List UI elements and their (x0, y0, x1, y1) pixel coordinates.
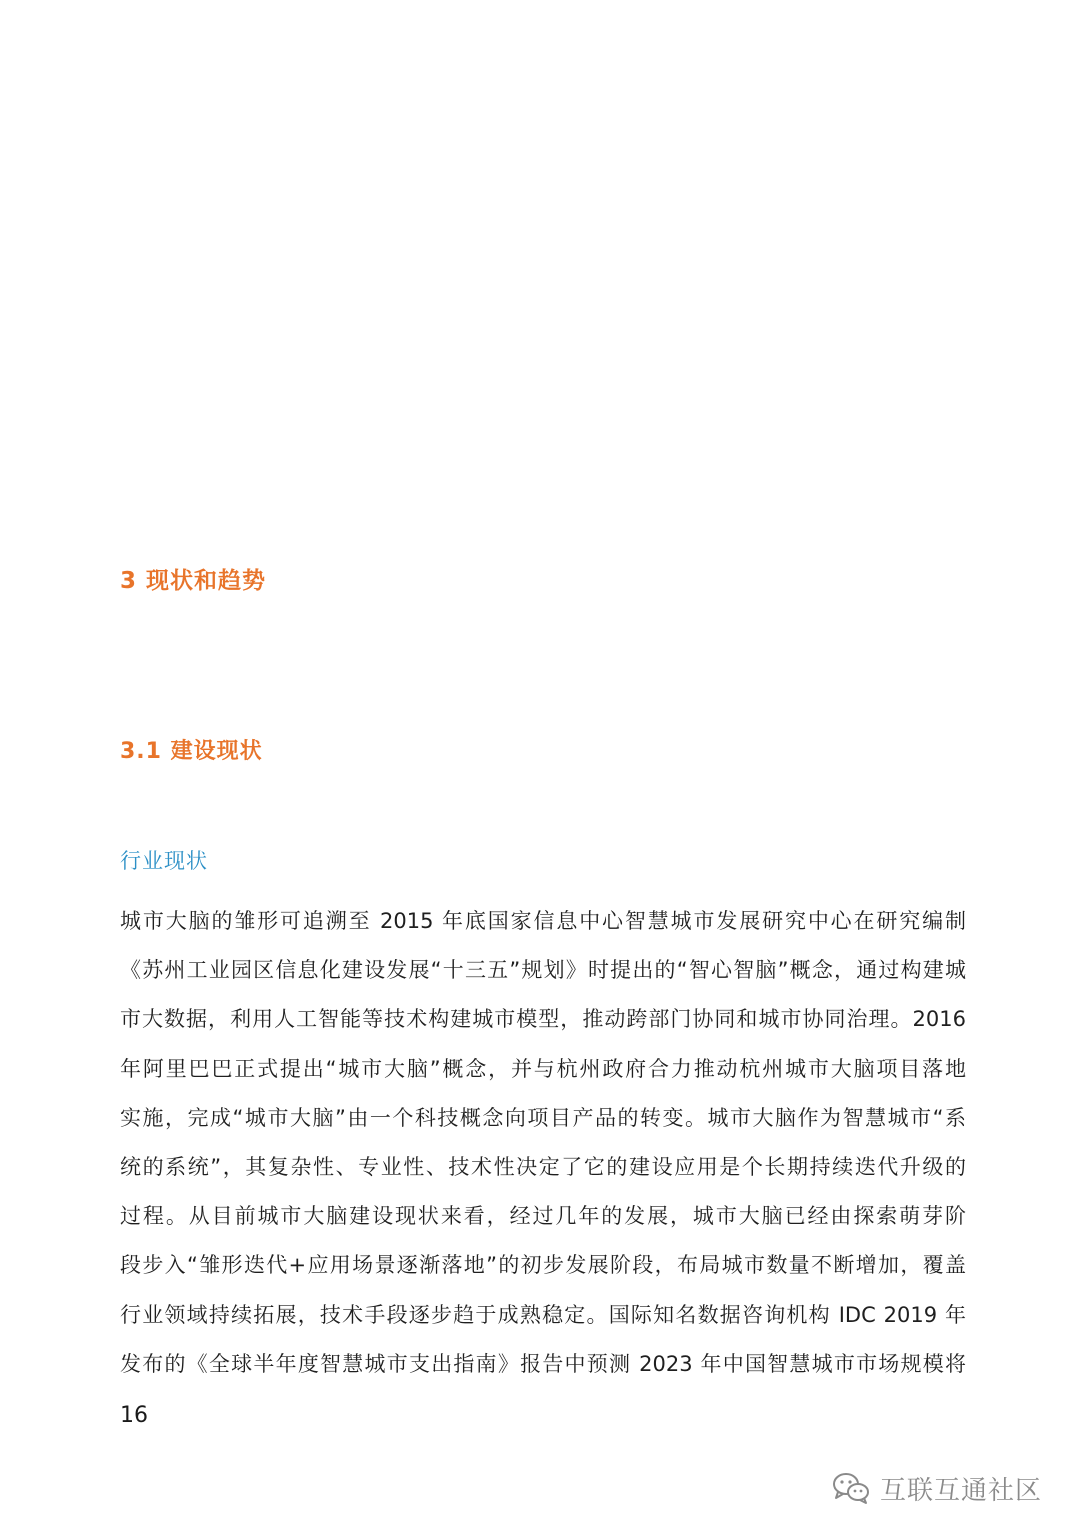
paragraph-line: 年阿里巴巴正式提出“城市大脑”概念，并与杭州政府合力推动杭州城市大脑项目落地 (120, 1056, 966, 1081)
paragraph-line: 《苏州工业园区信息化建设发展“十三五”规划》时提出的“智心智脑”概念，通过构建城 (120, 958, 966, 983)
paragraph-line: 统的系统”，其复杂性、专业性、技术性决定了它的建设应用是个长期持续迭代升级的 (120, 1154, 966, 1179)
watermark-text: 互联互通社区 (879, 1475, 1042, 1506)
body-paragraph (120, 897, 966, 1389)
chapter-heading: 3 现状和趋势 (120, 568, 267, 594)
watermark (832, 1468, 1042, 1508)
paragraph-line: 发布的《全球半年度智慧城市支出指南》报告中预测 2023 年中国智慧城市市场规模将 (120, 1351, 966, 1376)
paragraph-line: 段步入“雏形迭代+应用场景逐渐落地”的初步发展阶段，布局城市数量不断增加，覆盖 (120, 1253, 966, 1278)
paragraph-line: 实施，完成“城市大脑”由一个科技概念向项目产品的转变。城市大脑作为智慧城市“系 (120, 1105, 966, 1130)
paragraph-line: 行业领域持续拓展，技术手段逐步趋于成熟稳定。国际知名数据咨询机构 IDC 2019 年 (120, 1302, 966, 1327)
subsection-heading: 行业现状 (120, 849, 208, 873)
page-number: 16 (120, 1403, 148, 1428)
section-heading: 3.1 建设现状 (120, 739, 263, 764)
paragraph-line: 市大数据，利用人工智能等技术构建城市模型，推动跨部门协同和城市协同治理。2016 (120, 1007, 966, 1032)
wechat-icon (832, 1471, 870, 1505)
paragraph-line: 过程。从目前城市大脑建设现状来看，经过几年的发展，城市大脑已经由探索萌芽阶 (120, 1204, 966, 1229)
paragraph-line: 城市大脑的雏形可追溯至 2015 年底国家信息中心智慧城市发展研究中心在研究编制 (120, 909, 966, 933)
